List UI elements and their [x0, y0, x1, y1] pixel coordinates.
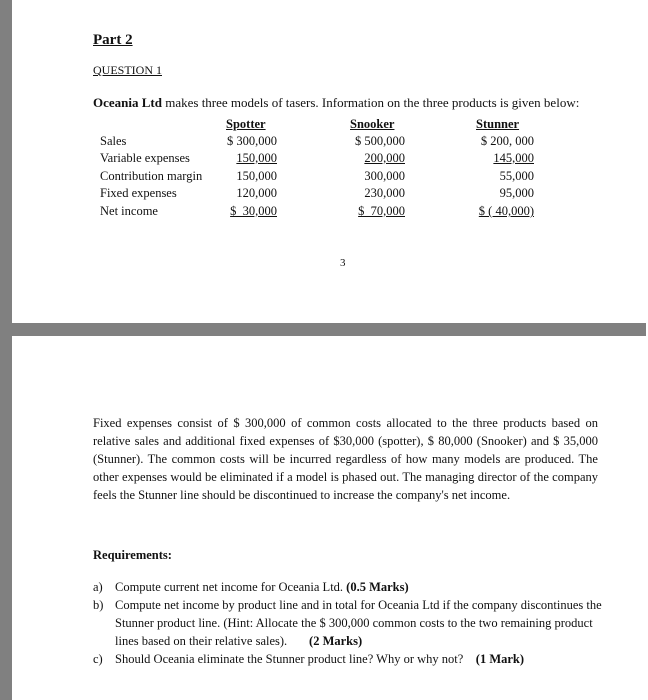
item-marks: (2 Marks) [309, 634, 363, 648]
page-separator [0, 323, 646, 336]
description-paragraph: Fixed expenses consist of $ 300,000 of common costs allocated to the three products based on relative sales and additional fixed expenses of $30,000 (spotter), $ 80,000 (Snooker) and $ 35,000 (Stunner). The common costs will be incurred regardless of how many models are produced. The other expenses would be eliminated if a model is phased out. The managing director of the company feels the Stunner line should be discontinued to increase the company's net income. [93, 416, 598, 502]
table-cell: 300,000 [364, 169, 405, 183]
table-cell: $ 30,000 [230, 204, 277, 218]
intro-body: makes three models of tasers. Information on the three products is given below: [161, 95, 580, 110]
part-title: Part 2 [93, 32, 133, 48]
table-cell: 120,000 [236, 186, 277, 200]
item-text: Should Oceania eliminate the Stunner product line? Why or why not? [115, 652, 476, 666]
row-label: Contribution margin [100, 169, 203, 183]
requirements-list [93, 578, 608, 668]
page-number: 3 [340, 257, 346, 269]
column-header-stunner: Stunner [476, 117, 520, 131]
company-name: Oceania Ltd [93, 95, 162, 110]
row-label: Net income [100, 204, 158, 218]
page-gutter [0, 0, 12, 700]
intro-text [93, 95, 579, 111]
table-cell: 150,000 [236, 151, 277, 165]
table-cell: 150,000 [236, 169, 277, 183]
item-key: b) [93, 598, 104, 612]
item-key: c) [93, 652, 103, 666]
column-header-spotter: Spotter [226, 117, 266, 131]
table-cell: 95,000 [499, 186, 534, 200]
requirement-item [93, 650, 608, 668]
item-text: Compute current net income for Oceania Ltd. [115, 580, 347, 594]
table-cell: $ 200, 000 [480, 134, 534, 148]
row-label: Fixed expenses [100, 186, 177, 200]
table-cell: $ ( 40,000) [478, 204, 534, 218]
item-key: a) [93, 580, 103, 594]
table-cell: 55,000 [499, 169, 534, 183]
table-cell: 200,000 [364, 151, 405, 165]
requirements-heading: Requirements: [93, 548, 172, 562]
question-heading: QUESTION 1 [93, 63, 162, 77]
table-cell: 230,000 [364, 186, 405, 200]
item-marks: (0.5 Marks) [346, 580, 409, 594]
table-cell: $ 70,000 [358, 204, 405, 218]
row-label: Variable expenses [100, 151, 190, 165]
table-cell: $ 300,000 [227, 134, 277, 148]
requirement-item [93, 578, 608, 596]
requirement-item [93, 596, 608, 650]
item-marks: (1 Mark) [475, 652, 525, 666]
column-header-snooker: Snooker [350, 117, 395, 131]
row-label: Sales [100, 134, 127, 148]
item-text: Compute net income by product line and in total for Oceania Ltd if the company discontinues the Stunner product line. (Hint: Allocate the $ 300,000 common costs to the two remaining product lines based on their relative sales). [115, 598, 605, 648]
table-cell: $ 500,000 [355, 134, 405, 148]
table-cell: 145,000 [493, 151, 534, 165]
